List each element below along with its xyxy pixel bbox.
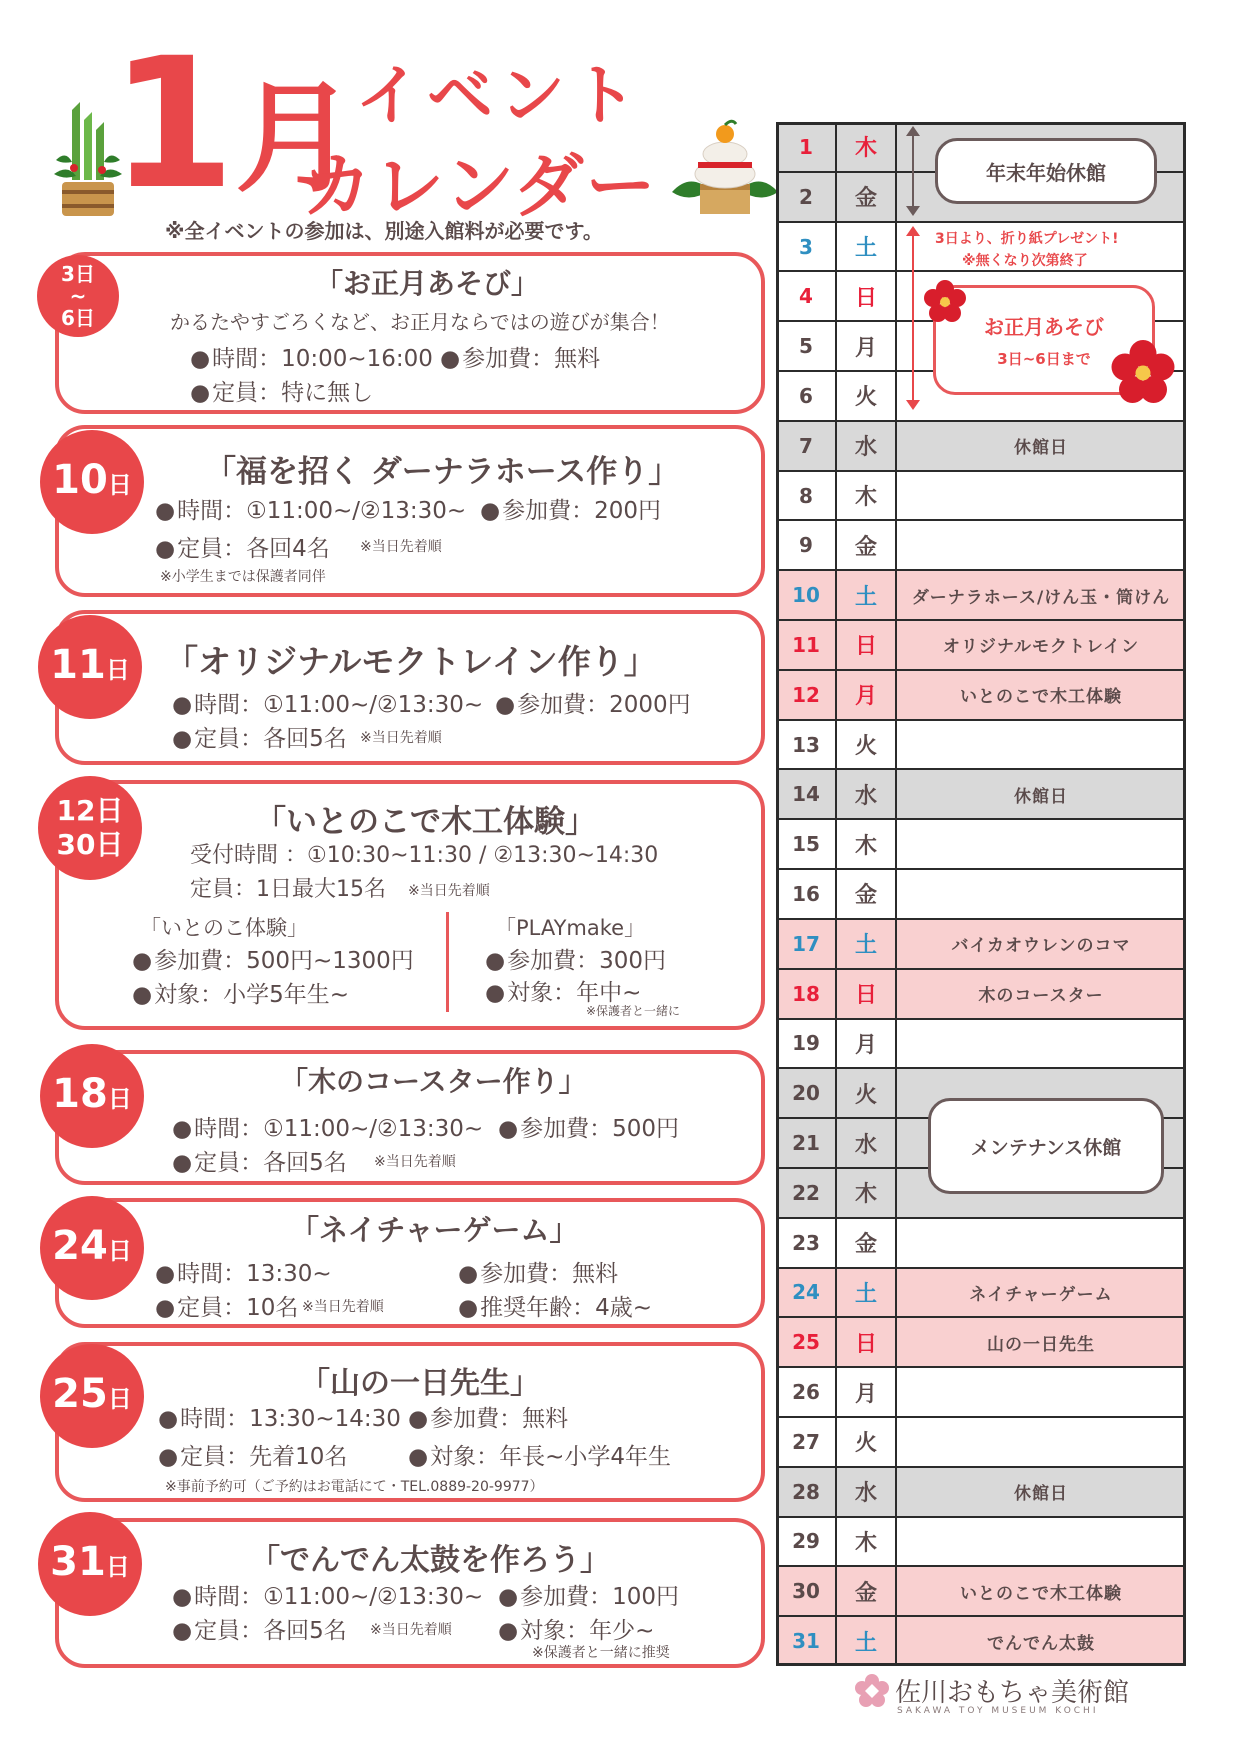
- course-divider: [446, 912, 449, 1012]
- calendar-weekday: 水: [836, 421, 896, 471]
- event-capacity-note: ※当日先着順: [408, 883, 490, 899]
- playmake-course-fee: ● 参加費：300円: [485, 942, 666, 975]
- event-time: ● 時間：13:30~: [155, 1255, 332, 1288]
- event-date-badge: [37, 255, 119, 337]
- calendar-event-label: 休館日: [896, 769, 1186, 819]
- calendar-day-number: 27: [776, 1417, 836, 1467]
- calendar-weekday: 月: [836, 1019, 896, 1069]
- event-reservation-note: ※事前予約可（ご予約はお電話にて・TEL.0889-20-9977）: [165, 1479, 544, 1495]
- event-title: 「お正月あそび」: [315, 267, 540, 300]
- event-capacity-note: ※当日先着順: [360, 730, 442, 746]
- itonoko-course-fee: ● 参加費：500円~1300円: [132, 942, 414, 975]
- calendar-row-day-29: [776, 1517, 1186, 1567]
- oshogatsu-box-dates: 3日~6日まで: [997, 350, 1091, 368]
- origami-present-subnote: ※無くなり次第終了: [962, 253, 1088, 269]
- calendar-event-label: 休館日: [896, 421, 1186, 471]
- event-date-badge: [40, 1044, 144, 1148]
- event-time: ● 時間：10:00~16:00: [190, 340, 433, 373]
- calendar-row-day-18: [776, 969, 1186, 1019]
- origami-present-note: 3日より、折り紙プレゼント!: [935, 231, 1119, 247]
- calendar-event-label: [896, 520, 1186, 570]
- calendar-day-number: 9: [776, 520, 836, 570]
- event-date-badge: [40, 1344, 144, 1448]
- calendar-event-label: [896, 1517, 1186, 1567]
- itonoko-course-title: 「いとのこ体験」: [140, 916, 308, 940]
- calendar-day-number: 7: [776, 421, 836, 471]
- calendar-weekday: 日: [836, 969, 896, 1019]
- calendar-weekday: 木: [836, 1168, 896, 1218]
- event-date-badge: [40, 430, 144, 534]
- event-date-badge: [38, 615, 142, 719]
- calendar-day-number: 18: [776, 969, 836, 1019]
- date-number: 24: [52, 1222, 108, 1269]
- calendar-row-day-24: [776, 1268, 1186, 1318]
- event-capacity: ● 定員：特に無し: [190, 374, 373, 407]
- calendar-event-label: [896, 1218, 1186, 1268]
- calendar-event-label: 休館日: [896, 1467, 1186, 1517]
- calendar-day-number: 4: [776, 271, 836, 321]
- calendar-day-number: 6: [776, 371, 836, 421]
- event-fee: ● 参加費：100円: [498, 1578, 679, 1611]
- date-unit: 日: [105, 1552, 130, 1581]
- event-capacity-note: ※当日先着順: [360, 539, 442, 555]
- plum-blossom-icon: [1110, 340, 1176, 406]
- calendar-weekday: 土: [836, 1268, 896, 1318]
- calendar-row-day-8: [776, 471, 1186, 521]
- event-capacity: ● 定員：先着10名: [158, 1438, 347, 1471]
- date-start: 3日: [61, 262, 95, 286]
- event-fee: ● 参加費：2000円: [495, 686, 691, 719]
- calendar-row-day-23: [776, 1218, 1186, 1268]
- date-number: 31: [50, 1538, 106, 1585]
- calendar-row-day-28: [776, 1467, 1186, 1517]
- date-number: 11: [50, 641, 106, 688]
- event-target: ● 対象：年少~: [498, 1612, 654, 1645]
- calendar-weekday: 木: [836, 471, 896, 521]
- kagami-mochi-illustration: [670, 112, 780, 222]
- calendar-day-number: 24: [776, 1268, 836, 1318]
- calendar-day-number: 22: [776, 1168, 836, 1218]
- event-description: かるたやすごろくなど、お正月ならではの遊びが集合！: [170, 310, 670, 334]
- event-capacity: 定員：1日最大15名: [190, 877, 386, 902]
- calendar-weekday: 土: [836, 919, 896, 969]
- calendar-event-label: 山の一日先生: [896, 1317, 1186, 1367]
- itonoko-course-target: ● 対象：小学5年生~: [132, 976, 349, 1009]
- calendar-day-number: 28: [776, 1467, 836, 1517]
- calendar-weekday: 火: [836, 1068, 896, 1118]
- calendar-event-label: [896, 1367, 1186, 1417]
- playmake-course-target: ● 対象：年中~: [485, 974, 641, 1007]
- calendar-row-day-17: [776, 919, 1186, 969]
- month-kanji: 月: [235, 70, 356, 209]
- calendar-day-number: 8: [776, 471, 836, 521]
- calendar-weekday: 木: [836, 819, 896, 869]
- calendar-event-label: 木のコースター: [896, 969, 1186, 1019]
- event-capacity: ● 定員：10名: [155, 1289, 298, 1322]
- calendar-weekday: 木: [836, 122, 896, 172]
- playmake-course-title: 「PLAYmake」: [495, 916, 646, 940]
- event-fee: ● 参加費：500円: [498, 1110, 679, 1143]
- calendar-event-label: [896, 1417, 1186, 1467]
- event-date-badge: [38, 776, 142, 880]
- event-date-badge: [38, 1512, 142, 1616]
- date-number: 18: [52, 1070, 108, 1117]
- calendar-weekday: 金: [836, 1566, 896, 1616]
- calendar-weekday: 月: [836, 1367, 896, 1417]
- calendar-day-number: 21: [776, 1118, 836, 1168]
- calendar-weekday: 金: [836, 172, 896, 222]
- calendar-weekday: 金: [836, 869, 896, 919]
- maintenance-closed-box: メンテナンス休館: [928, 1098, 1164, 1194]
- event-target: ● 対象：年長~小学4年生: [408, 1438, 671, 1471]
- admission-notice: ※全イベントの参加は、別途入館料が必要です。: [165, 219, 603, 243]
- event-capacity-note: ※当日先着順: [370, 1622, 452, 1638]
- calendar-day-number: 1: [776, 122, 836, 172]
- event-capacity: ● 定員：各回5名: [172, 720, 347, 753]
- museum-logo: [855, 1672, 1130, 1716]
- calendar-event-label: バイカオウレンのコマ: [896, 919, 1186, 969]
- event-capacity-note: ※当日先着順: [374, 1154, 456, 1170]
- calendar-row-day-27: [776, 1417, 1186, 1467]
- calendar-day-number: 30: [776, 1566, 836, 1616]
- calendar-event-label: オリジナルモクトレイン: [896, 620, 1186, 670]
- calendar-row-day-16: [776, 869, 1186, 919]
- calendar-day-number: 25: [776, 1317, 836, 1367]
- calendar-day-number: 29: [776, 1517, 836, 1567]
- calendar-row-day-15: [776, 819, 1186, 869]
- calendar-day-number: 12: [776, 670, 836, 720]
- date-number: 25: [52, 1370, 108, 1417]
- oshogatsu-range-arrow: [912, 228, 914, 408]
- date-unit: 日: [107, 470, 132, 499]
- calendar-day-number: 15: [776, 819, 836, 869]
- playmake-course-note: ※保護者と一緒に: [586, 1004, 681, 1018]
- calendar-row-day-31: [776, 1616, 1186, 1666]
- calendar-row-day-30: [776, 1566, 1186, 1616]
- calendar-weekday: 日: [836, 271, 896, 321]
- calendar-day-number: 26: [776, 1367, 836, 1417]
- date-unit: 日: [107, 1084, 132, 1113]
- date-separator: ~: [69, 284, 87, 308]
- event-time: ● 時間：①11:00~/②13:30~: [172, 1110, 483, 1143]
- event-fee: ● 参加費：無料: [458, 1255, 618, 1288]
- museum-name: 佐川おもちゃ美術館: [895, 1678, 1130, 1708]
- calendar-row-day-11: [776, 620, 1186, 670]
- calendar-weekday: 火: [836, 1417, 896, 1467]
- date-first: 12日: [56, 794, 124, 827]
- calendar-weekday: 土: [836, 1616, 896, 1666]
- title-calendar: カレンダー: [302, 145, 658, 227]
- calendar-weekday: 土: [836, 222, 896, 272]
- museum-subtitle: SAKAWA TOY MUSEUM KOCHI: [897, 1706, 1099, 1716]
- event-reception-time: 受付時間 ：①10:30~11:30 / ②13:30~14:30: [190, 843, 659, 868]
- event-target-note: ※保護者と一緒に推奨: [532, 1645, 670, 1661]
- calendar-row-day-26: [776, 1367, 1186, 1417]
- event-capacity: ● 定員：各回5名: [172, 1144, 347, 1177]
- closure-range-arrow: [912, 128, 914, 214]
- calendar-event-label: ネイチャーゲーム: [896, 1268, 1186, 1318]
- calendar-event-label: [896, 1019, 1186, 1069]
- calendar-weekday: 月: [836, 670, 896, 720]
- calendar-day-number: 20: [776, 1068, 836, 1118]
- event-title: 「木のコースター作り」: [280, 1065, 587, 1098]
- calendar-weekday: 木: [836, 1517, 896, 1567]
- calendar-event-label: ダーナラホース/けん玉・筒けん: [896, 570, 1186, 620]
- calendar-event-label: いとのこで木工体験: [896, 670, 1186, 720]
- calendar-weekday: 金: [836, 1218, 896, 1268]
- calendar-event-label: いとのこで木工体験: [896, 1566, 1186, 1616]
- calendar-row-day-19: [776, 1019, 1186, 1069]
- calendar-weekday: 水: [836, 1467, 896, 1517]
- calendar-day-number: 5: [776, 321, 836, 371]
- calendar-event-label: でんでん太鼓: [896, 1616, 1186, 1666]
- calendar-event-label: [896, 869, 1186, 919]
- date-unit: 日: [107, 1236, 132, 1265]
- calendar-event-label: [896, 471, 1186, 521]
- event-capacity-note: ※当日先着順: [302, 1299, 384, 1315]
- date-end: 6日: [61, 306, 95, 330]
- calendar-day-number: 14: [776, 769, 836, 819]
- calendar-row-day-14: [776, 769, 1186, 819]
- calendar-weekday: 土: [836, 570, 896, 620]
- event-title: 「山の一日先生」: [300, 1366, 540, 1401]
- event-title: 「オリジナルモクトレイン作り」: [165, 642, 657, 681]
- calendar-weekday: 水: [836, 769, 896, 819]
- new-year-closed-box: 年末年始休館: [935, 138, 1157, 204]
- event-time: ● 時間：①11:00~/②13:30~: [172, 686, 483, 719]
- event-title: 「でんでん太鼓を作ろう」: [250, 1543, 610, 1578]
- calendar-day-number: 16: [776, 869, 836, 919]
- calendar-day-number: 17: [776, 919, 836, 969]
- calendar-row-day-12: [776, 670, 1186, 720]
- calendar-day-number: 23: [776, 1218, 836, 1268]
- calendar-day-number: 19: [776, 1019, 836, 1069]
- event-time: ● 時間：①11:00~/②13:30~: [172, 1578, 483, 1611]
- event-title: 「ネイチャーゲーム」: [290, 1213, 579, 1247]
- calendar-event-label: [896, 819, 1186, 869]
- calendar-weekday: 金: [836, 520, 896, 570]
- date-second: 30日: [56, 828, 124, 861]
- event-age: ● 推奨年齢：4歳~: [458, 1289, 652, 1322]
- event-fee: ● 参加費：無料: [440, 340, 600, 373]
- calendar-row-day-13: [776, 720, 1186, 770]
- event-title: 「福を招く ダーナラホース作り」: [205, 454, 680, 490]
- title-events: イベント: [355, 57, 643, 134]
- date-number: 10: [52, 456, 108, 503]
- calendar-weekday: 月: [836, 321, 896, 371]
- calendar-weekday: 日: [836, 620, 896, 670]
- calendar-row-day-9: [776, 520, 1186, 570]
- calendar-day-number: 3: [776, 222, 836, 272]
- event-capacity: ● 定員：各回4名: [155, 530, 330, 563]
- calendar-day-number: 11: [776, 620, 836, 670]
- event-fee: ● 参加費：200円: [480, 492, 661, 525]
- oshogatsu-box-title: お正月あそび: [984, 315, 1104, 339]
- event-note: ※小学生までは保護者同伴: [160, 569, 326, 585]
- calendar-event-label: [896, 720, 1186, 770]
- event-time: ● 時間：13:30~14:30: [158, 1400, 401, 1433]
- event-capacity: ● 定員：各回5名: [172, 1612, 347, 1645]
- calendar-weekday: 日: [836, 1317, 896, 1367]
- month-number: 1: [110, 20, 230, 229]
- date-unit: 日: [107, 1384, 132, 1413]
- calendar-weekday: 水: [836, 1118, 896, 1168]
- calendar-row-day-10: [776, 570, 1186, 620]
- plum-blossom-icon: [923, 280, 967, 324]
- event-title: 「いとのこで木工体験」: [255, 804, 596, 840]
- calendar-row-day-25: [776, 1317, 1186, 1367]
- event-date-badge: [40, 1196, 144, 1300]
- calendar-day-number: 2: [776, 172, 836, 222]
- calendar-row-day-7: [776, 421, 1186, 471]
- calendar-day-number: 31: [776, 1616, 836, 1666]
- museum-flower-icon: [855, 1674, 889, 1708]
- event-time: ● 時間：①11:00~/②13:30~: [155, 492, 466, 525]
- calendar-day-number: 10: [776, 570, 836, 620]
- date-unit: 日: [105, 655, 130, 684]
- calendar-day-number: 13: [776, 720, 836, 770]
- calendar-weekday: 火: [836, 371, 896, 421]
- calendar-weekday: 火: [836, 720, 896, 770]
- event-fee: ● 参加費：無料: [408, 1400, 568, 1433]
